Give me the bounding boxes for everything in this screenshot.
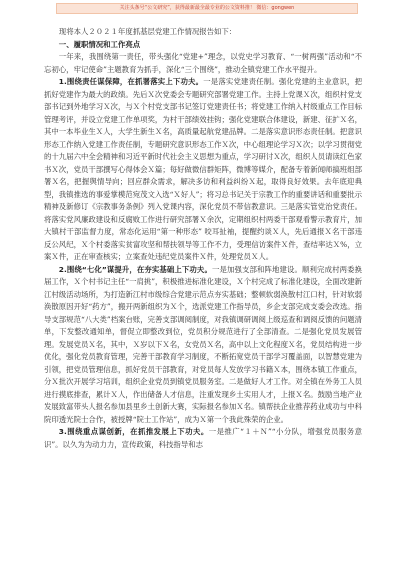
- paragraph-responsibility-body: 一是落实党建责任制。强化党建的主业意识，把抓好党建作为最大的政绩。先后Ｘ次党委会专题研究部署党建工作。主持上党课Ｘ次，组织村党支部书记到外地学习Ｘ次，与Ｘ个村党支部书记签订党建责任书；将党建工作纳入村级重点工作目标管理考评，并设立党建工作单项奖，为村干部绩效挂钩；强化党建联合体建设，新建、征扩Ｘ名，其中一本毕业生Ｘ人，大学生新生Ｘ名，高质量起航党建品牌。二是落实意识形态责任制。把意识形态工作纳入党建工作责任制，专题研究意识形态工作Ｘ次，中心组理论学习Ｘ次；以学习贯彻党的十九届六中全会精神和习近平新时代社会主义思想为重点，学习研讨Ｘ次，组织人员请读红色家书Ｘ次，党员干部撰写心得体会Ｘ篇；每好做微信群矩阵，微博等媒介，配备专着新闻师搞班组部署Ｘ名，把握舆情导向；回应群众需求，解决多访和利益纠纷Ｘ起，取得良好效果。去年底迎典型，我镇推选的事爱掌模范宛茂文入选“Ｘ好人”；将习总书记关于宗教工作的重要讲话和重要批示精神及新修订《宗教事务条例》列入党课内容，深化党员不带信教意识。三是落实管党治党责任。将落实党风廉政建设和反腐败工作进行研究部署Ｘ余次，定期组织村两委干部观看警示教育片，加大镇村干部监督力度，常态化运用“第一种形态” 咬耳扯袖，提醒约谈Ｘ人，先后通报Ｘ名干部违反公风纪，Ｘ个村委落实贫富攻坚和帮扶领导等工作不力，受理信访案件Ｘ件，查结率达Ｘ%，立案Ｘ件，正在审查核实；立案查处违纪党员案件Ｘ件，处理党员Ｘ人。: [44, 77, 362, 261]
- promo-banner: 关注头条号“公文研究”，获得最新最全最专业的公文资料推！ 微信：gongwen: [56, 3, 358, 14]
- paragraph-seven-improvements: [44, 264, 362, 427]
- section1-intro: 一年来，我围绕第一责任，带头强化“党建+”理念，以党史学习教育、“一树两强”活动和“不忘初心，牢记使命”主题教育为抓手，深化“三个围绕”，推动全镇党建工作水平提升。: [44, 52, 362, 74]
- paragraph-responsibility: [44, 76, 362, 264]
- intro-line: 现将本人２０２１年度抓基层党建工作情况报告如下：: [58, 27, 237, 36]
- paragraph-responsibility-lead: 1.围绕责任谋保障，在抓署落实上下功夫。: [58, 77, 204, 86]
- section1-heading: 一、履职情况和工作亮点: [58, 39, 141, 49]
- report-document: [44, 26, 362, 451]
- paragraph-innovation-body: 一是推广“１＋Ｎ”“小分队，增强党员服务意识”。以久为为动力力，宣传政策，科技指导和志: [44, 427, 362, 449]
- paragraph-seven-improvements-lead: 2.围绕“七化”谋提升，在夯实基础上下功夫。: [58, 264, 212, 274]
- paragraph-innovation-lead: 3.围绕重点谋创新，在抓推发展上下功夫。: [58, 427, 209, 436]
- paragraph-seven-improvements-body: 一是加强支部和阵地建设。顺利完成村两委换届工作，Ｘ个村书记主任“一肩挑”，积极推进标准化建设，Ｘ个村完成了标准化建设，全面改建新江村级活动场所，为打造新江村市级综合党建示范点夯实基础；整顿软弱涣散村江口村，针对软弱涣散原因开好“药方”，搬开两新组织为Ｘ个，选派党建工作指导员，乡企支部完成支委会改选。指导支部规范“八大类”档案台账，完善支部调阅制度，对我镇调研调阅上级巡查和调阅反馈的问题清单，下发整改通知单，督促立即整改到位，党员积分规范进行了全部清查。二是强化党员发展管理。发展党员Ｘ名，其中，Ｘ岁以下Ｘ名，女党员Ｘ名，高中以上文化程度Ｘ名，党员结构进一步优化，强化党员教育管理，完善干部教育学习制度，不断拓宽党员干部学习覆盖面，以智慧党建为引领，把党员管理信息，抓好党员干部教育，对党员每人发放学习书籍Ｘ本，围绕本镇工作重点，分Ｘ批次开展学习培训，组织企业党员到镇党员服务室。二是做好人才工作。对全镇在外务工人员进行摸底排查，累计Ｘ人，作出储备人才信息，注重发现乡土实用人才，上报Ｘ名。鼓励当地产业发展致富带头人报名参加县里乡土创新大赛，实际报名参加Ｘ名。镇帮扶企业推荐药业成功与中科院印透光院士合作，被授牌“院士工作站”，成为Ｘ第一个我此殊荣的企业。: [44, 264, 362, 424]
- paragraph-innovation: [44, 426, 362, 451]
